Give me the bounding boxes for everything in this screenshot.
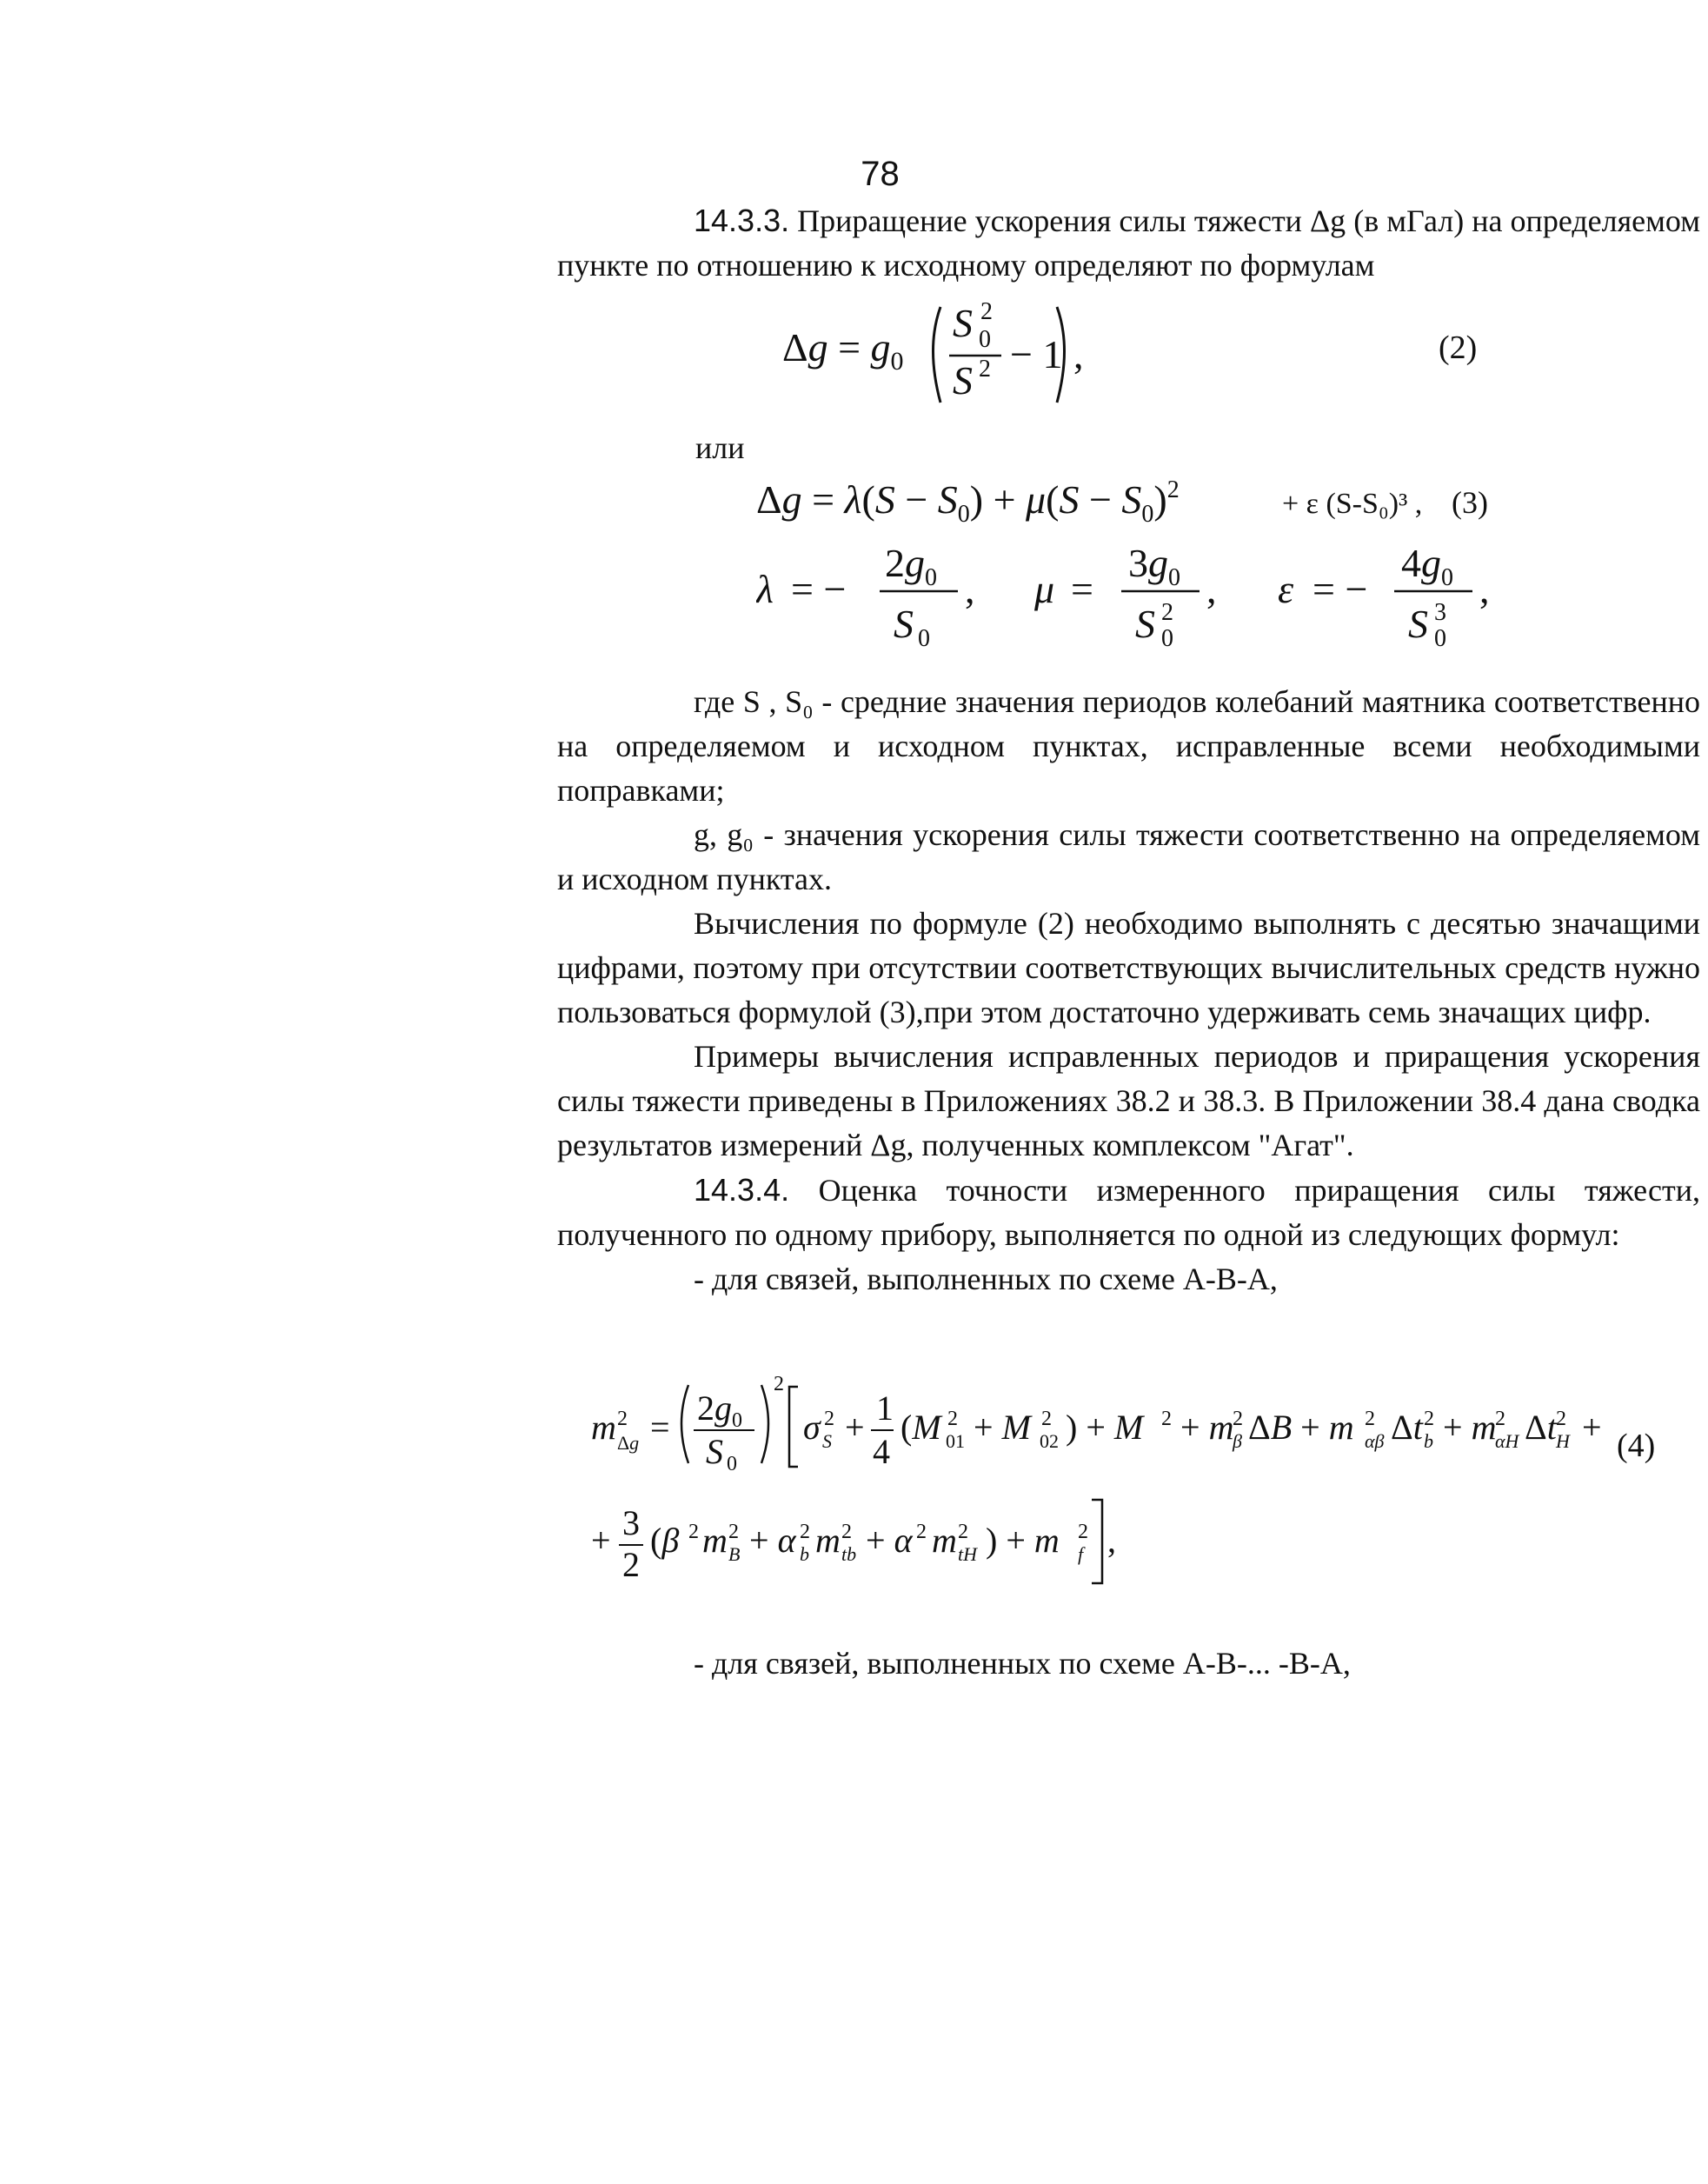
- svg-text:+ α: + α: [749, 1521, 796, 1560]
- svg-text:= −: = −: [1313, 567, 1368, 611]
- svg-text:2g0: $2g_0$: [885, 541, 937, 591]
- svg-text:+ m: + m: [1180, 1408, 1234, 1447]
- svg-text:m: m: [932, 1521, 957, 1560]
- svg-text:02: 02: [1040, 1430, 1059, 1452]
- svg-text:S: S: [1135, 602, 1155, 646]
- svg-text:2: 2: [979, 356, 991, 383]
- svg-text:2: 2: [947, 1408, 958, 1430]
- svg-text:2: 2: [1424, 1408, 1434, 1430]
- svg-text:2: 2: [1365, 1408, 1375, 1430]
- svg-text:H: H: [1556, 1430, 1570, 1452]
- or-label: или: [695, 430, 745, 465]
- scheme-abba: - для связей, выполненных по схеме А-В-... -В-А,: [694, 1646, 1351, 1681]
- svg-text:+ M: + M: [974, 1408, 1031, 1447]
- svg-text:m: m: [815, 1521, 841, 1560]
- svg-text:ε: ε: [1278, 567, 1294, 611]
- svg-text:+: +: [1582, 1408, 1602, 1447]
- svg-text:0: 0: [727, 1453, 737, 1475]
- svg-text:tH: tH: [958, 1543, 977, 1565]
- formula-coefficients: [756, 535, 1539, 656]
- svg-text:b: b: [1424, 1430, 1433, 1452]
- svg-text:S: S: [1408, 602, 1428, 646]
- svg-text:2: 2: [728, 1521, 739, 1543]
- svg-text:ΔB + m: ΔB + m: [1248, 1408, 1354, 1447]
- svg-text:,: ,: [1479, 567, 1490, 611]
- formula-3: [756, 469, 1539, 539]
- svg-text:B: B: [728, 1543, 741, 1565]
- svg-text:2: 2: [1233, 1408, 1243, 1430]
- svg-text:=: =: [1071, 567, 1093, 611]
- svg-text:2: 2: [1556, 1408, 1566, 1430]
- svg-text:Δt: Δt: [1525, 1408, 1557, 1447]
- svg-text:2: 2: [617, 1408, 628, 1430]
- svg-text:4g0: $4g_0$: [1401, 541, 1453, 591]
- svg-text:0: 0: [1161, 625, 1173, 652]
- svg-text:1: 1: [876, 1388, 894, 1428]
- scheme-aba: - для связей, выполненных по схеме А-В-А,: [694, 1262, 1278, 1296]
- svg-text:0: 0: [918, 625, 930, 652]
- svg-text:3g0: $3g_0$: [1128, 541, 1180, 591]
- svg-text:S: S: [894, 602, 914, 646]
- equation-number-3: (3): [1452, 485, 1488, 520]
- section-number: 14.3.4.: [694, 1172, 790, 1208]
- svg-text:=: =: [650, 1408, 670, 1447]
- scheme-abba-block: [557, 1641, 1700, 1686]
- svg-text:S: S: [706, 1432, 723, 1471]
- svg-text:S: S: [953, 358, 973, 403]
- svg-text:− 1: − 1: [1010, 332, 1063, 376]
- svg-text:2: 2: [958, 1521, 968, 1543]
- svg-text:αβ: αβ: [1365, 1430, 1385, 1452]
- svg-text:,: ,: [965, 567, 975, 611]
- svg-text:= −: = −: [791, 567, 847, 611]
- svg-text:S: S: [953, 301, 973, 345]
- equation-number-4: (4): [1617, 1428, 1656, 1464]
- svg-text:3: 3: [622, 1503, 640, 1542]
- svg-text:μ: μ: [1034, 567, 1055, 611]
- svg-text:+: +: [591, 1521, 611, 1560]
- formula-3-tail: + ε (S-S₀)³ ,: [1282, 488, 1423, 520]
- svg-text:β: β: [1233, 1430, 1242, 1452]
- svg-text:S: S: [822, 1430, 832, 1452]
- svg-text:3: 3: [1434, 599, 1446, 626]
- svg-text:Δg: Δg: [617, 1432, 640, 1454]
- svg-text:(M: (M: [901, 1408, 941, 1447]
- svg-text:2: 2: [774, 1373, 784, 1395]
- svg-text:2: 2: [1495, 1408, 1505, 1430]
- section-text: Приращение ускорения силы тяжести Δg (в мГал) на определяемом пункте по отношению к исходному определяют по формулам: [557, 203, 1700, 283]
- svg-text:) + m: ) + m: [986, 1521, 1060, 1560]
- svg-text:+: +: [845, 1408, 865, 1447]
- examples-paragraph: Примеры вычисления исправленных периодов и приращения ускорения силы тяжести приведены в Приложениях 38.2 и 38.3. В Приложении 38.4 дана сводка результатов измерений Δg, полученных комплексом "Агат".: [557, 1039, 1700, 1162]
- svg-text:αH: αH: [1495, 1430, 1519, 1452]
- svg-text:2: 2: [841, 1521, 852, 1543]
- equation-number-2: (2): [1439, 330, 1478, 366]
- svg-text:(β: (β: [650, 1521, 680, 1560]
- svg-text:tb: tb: [841, 1543, 857, 1565]
- svg-text:2: 2: [980, 298, 993, 325]
- svg-text:b: b: [800, 1543, 809, 1565]
- svg-text:,: ,: [1206, 567, 1217, 611]
- svg-text:01: 01: [946, 1430, 965, 1452]
- svg-text:) + M: ) + M: [1066, 1408, 1144, 1447]
- svg-text:2: 2: [622, 1545, 640, 1584]
- g-paragraph: g, g₀ - значения ускорения силы тяжести соответственно на определяемом и исходном пунктах.: [557, 817, 1700, 896]
- svg-text:0: 0: [979, 326, 991, 353]
- body-text: [557, 680, 1700, 1302]
- svg-text:Δg = λ(S − S0) + μ(S − S0)2: $\Delta g = \lambda(S - S_0) + \mu(S - S_0)^2$: [756, 476, 1180, 528]
- svg-text:λ: λ: [756, 567, 774, 611]
- svg-text:,: ,: [1107, 1521, 1116, 1560]
- svg-text:2: 2: [1161, 599, 1173, 626]
- svg-text:4: 4: [873, 1432, 890, 1471]
- svg-text:+ α: + α: [866, 1521, 913, 1560]
- page-number: 78: [861, 155, 900, 193]
- svg-text:2: 2: [824, 1408, 834, 1430]
- svg-text:2: 2: [1041, 1408, 1052, 1430]
- svg-text:0: 0: [1434, 625, 1446, 652]
- section-14-3-4: [557, 1168, 1700, 1257]
- svg-text:2: 2: [1078, 1521, 1088, 1543]
- section-14-3-3: [557, 198, 1700, 288]
- svg-text:Δg = g0: $\Delta g = g_0$: [782, 325, 904, 376]
- svg-text:2: 2: [800, 1521, 810, 1543]
- svg-text:2g0: $2g_0$: [697, 1388, 742, 1432]
- formula-2: [782, 283, 1130, 413]
- svg-text:f: f: [1078, 1543, 1084, 1565]
- svg-text:,: ,: [1073, 332, 1084, 376]
- svg-text:m: m: [702, 1521, 728, 1560]
- calc-paragraph: Вычисления по формуле (2) необходимо выполнять с десятью значащими цифрами, поэтому при отсутствии соответствующих вычислительных средств нужно пользоваться формулой (3),при этом достаточно удерживать семь значащих цифр.: [557, 906, 1700, 1029]
- svg-text:+ m: + m: [1443, 1408, 1497, 1447]
- svg-text:2: 2: [688, 1521, 699, 1543]
- svg-text:2: 2: [916, 1521, 927, 1543]
- svg-text:σ: σ: [803, 1408, 821, 1447]
- svg-text:m: m: [591, 1408, 616, 1447]
- section-number: 14.3.3.: [694, 203, 790, 238]
- svg-text:2: 2: [1161, 1408, 1172, 1430]
- where-paragraph: где S , S₀ - средние значения периодов колебаний маятника соответственно на определяемом и исходном пунктах, исправленные всеми необходимыми поправками;: [557, 684, 1700, 808]
- svg-text:Δt: Δt: [1391, 1408, 1423, 1447]
- section-text: Оценка точности измеренного приращения силы тяжести, полученного по одному прибору, выполняется по одной из следующих формул:: [557, 1173, 1701, 1252]
- formula-4: [591, 1369, 1695, 1595]
